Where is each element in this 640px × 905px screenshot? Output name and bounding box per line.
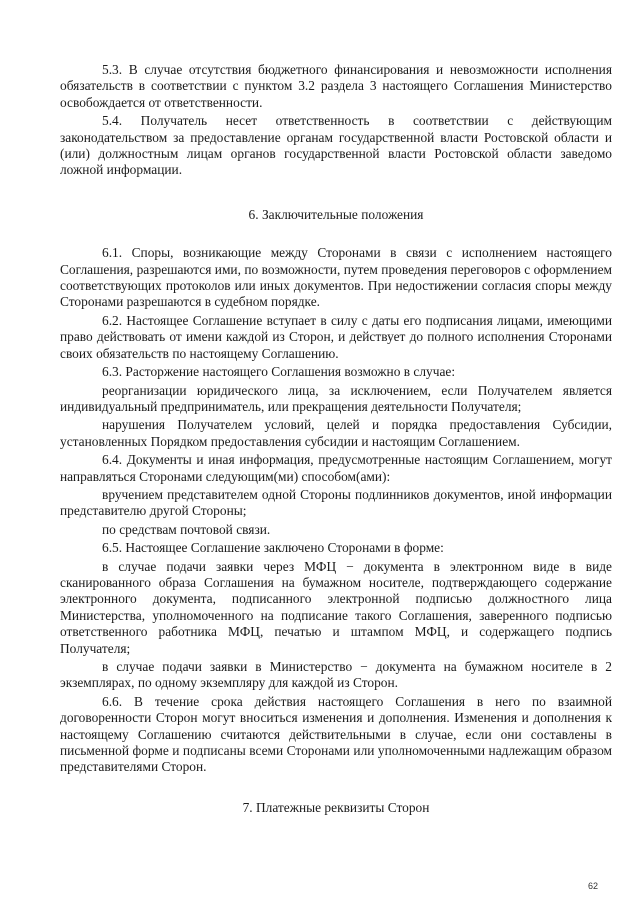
- paragraph-6-5-item-2: в случае подачи заявки в Министерство − документа на бумажном носителе в 2 экземплярах, по одному экземпляру для каждой из Сторон.: [60, 659, 612, 691]
- section-6-heading: 6. Заключительные положения: [248, 206, 424, 222]
- paragraph-6-1: 6.1. Споры, возникающие между Сторонами в связи с исполнением настоящего Соглашения, разрешаются ими, по возможности, путем проведения переговоров с оформлением соответствующих протоколов или иных документов. При недостижении согласия споры между Сторонами разрешаются в судебном порядке.: [60, 245, 612, 310]
- paragraph-6-2: 6.2. Настоящее Соглашение вступает в силу с даты его подписания лицами, имеющими право действовать от имени каждой из Сторон, и действует до полного исполнения Сторонами своих обязательств по настоящему Соглашению.: [60, 312, 612, 361]
- page-number: 62: [588, 881, 599, 891]
- paragraph-6-5: 6.5. Настоящее Соглашение заключено Сторонами в форме:: [102, 540, 444, 556]
- paragraph-5-4: 5.4. Получатель несет ответственность в соответствии с действующим законодательством за предоставление органам государственной власти Ростовской области и (или) должностным лицам органов государственной власти Ростовской области заведомо ложной информации.: [60, 113, 612, 178]
- section-7-heading: 7. Платежные реквизиты Сторон: [242, 799, 430, 815]
- paragraph-5-3: 5.3. В случае отсутствия бюджетного финансирования и невозможности исполнения обязательств в соответствии с пунктом 3.2 раздела 3 настоящего Соглашения Министерство освобождается от ответственности.: [60, 62, 612, 110]
- paragraph-6-3: 6.3. Расторжение настоящего Соглашения возможно в случае:: [102, 364, 456, 380]
- paragraph-6-4: 6.4. Документы и иная информация, предусмотренные настоящим Соглашением, могут направляться Сторонами следующим(ми) способом(ами):: [60, 452, 612, 484]
- paragraph-6-5-item-1: в случае подачи заявки через МФЦ − документа в электронном виде в виде сканированного образа Соглашения на бумажном носителе, подтверждающего содержание электронного документа, подписанного электронной подписью должностного лица Министерства, уполномоченного на подписание такого Соглашения, заверенного подписью ответственного работника МФЦ, печатью и штампом МФЦ, и содержащего подпись Получателя;: [60, 558, 612, 656]
- paragraph-6-4-item-2: по средствам почтовой связи.: [102, 521, 271, 537]
- paragraph-6-3-item-2: нарушения Получателем условий, целей и порядка предоставления Субсидии, установленных Порядком предоставления субсидии и настоящим Соглашением.: [60, 417, 612, 449]
- paragraph-6-3-item-1: реорганизации юридического лица, за исключением, если Получателем является индивидуальный предприниматель, или прекращения деятельности Получателя;: [60, 382, 612, 414]
- paragraph-6-6: 6.6. В течение срока действия настоящего Соглашения в него по взаимной договоренности Сторон могут вноситься изменения и дополнения. Изменения и дополнения к настоящему Соглашению считаются действительными в случае, если они составлены в письменной форме и подписаны всеми Сторонами или уполномоченными надлежащим образом представителями Сторон.: [60, 693, 612, 775]
- document-body: [60, 62, 612, 816]
- paragraph-6-4-item-1: вручением представителем одной Стороны подлинников документов, иной информации представителю другой Стороны;: [60, 486, 612, 519]
